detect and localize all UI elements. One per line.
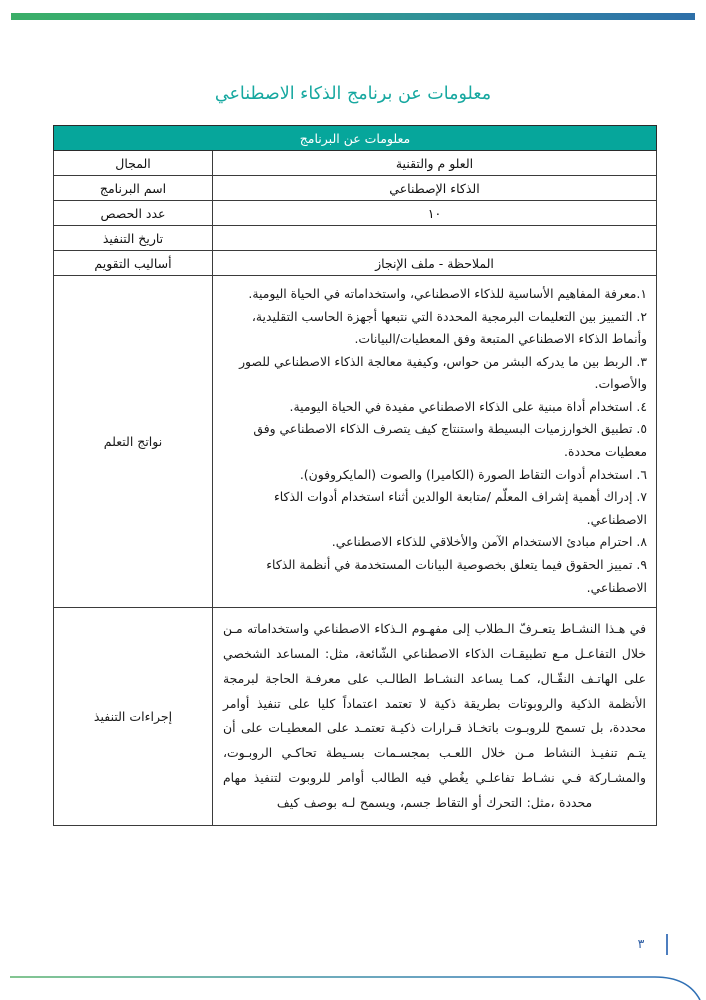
table-row	[54, 226, 657, 251]
program-information-table	[53, 125, 657, 826]
page-number-divider	[666, 934, 668, 955]
page-number: ٣	[637, 936, 645, 951]
outcome-item: ٣. الربط بين ما يدركه البشر من حواس، وكيفية معالجة الذكاء الاصطناعي للصور والأصوات.	[239, 353, 647, 392]
implementation-procedures-text-cell	[213, 608, 657, 826]
outcome-item: ٢. التمييز بين التعليمات البرمجية المحددة التي نتبعها أجهزة الحاسب التقليدية، وأنماط الذكاء الاصطناعي المتبعة وفق المعطيات/البيانات.	[251, 308, 647, 347]
outcome-item: ٨. احترام مبادئ الاستخدام الآمن والأخلاقي للذكاء الاصطناعي.	[331, 534, 647, 550]
outcome-item: ١.معرفة المفاهيم الأساسية للذكاء الاصطناعي، واستخداماته في الحياة اليومية.	[248, 286, 647, 301]
field-label-implementation-procedures: إجراءات التنفيذ	[54, 608, 213, 826]
field-label-session-count: عدد الحصص	[54, 201, 213, 226]
outcome-item: ٧. إدراك أهمية إشراف المعلّم /متابعة الوالدين أثناء استخدام أدوات الذكاء الاصطناعي.	[273, 489, 647, 527]
table-row	[54, 176, 657, 201]
field-label-program-name: اسم البرنامج	[54, 176, 213, 201]
field-value-domain: العلو م والتقنية	[213, 151, 657, 176]
bottom-gradient-curve	[0, 955, 706, 1000]
learning-outcomes-list	[213, 276, 657, 608]
table-header-row	[54, 126, 657, 151]
page-title: معلومات عن برنامج الذكاء الاصطناعي	[214, 84, 492, 104]
outcome-item: ٥. تطبيق الخوارزميات البسيطة واستنتاج كيف يتصرف الذكاء الاصطناعي وفق معطيات محددة.	[253, 421, 647, 460]
table-row	[54, 201, 657, 226]
implementation-procedures-paragraph: في هـذا النشـاط يتعـرفّ الـطلاب إلى مفهـوم الـذكاء الاصطناعي واستخداماته مـن خلال التفاعـل مـع تطبيقـات الذكاء الاصطناعي الشّائعة، مثل: المساعد الشخصي على الهاتـف النقّـال، كمـا يساعد النشـاط الطالـب على معرفـة الحاجة لبرمجة الأنظمة الذكية والروبوتات بطريقة ذكية لا تعتمد اعتماداً كليا على تنفيذ أوامر محددة، بل تسمح للروبـوت باتخـاذ قـرارات ذكيـة تعتمـد على المعطيـات على أن يتـم تنفيـذ النشاط مـن خلال اللعـب بمجسـمات بسـيطة تحاكـي الروبـوت، والمشـاركة فـي نشـاط تفاعلـي يغُطي فيه الطالب أوامر للروبوت لتنفيذ مهام محددة ،مثل: التحرك أو التقاط جسم، ويسمح لـه بوصف كيف	[222, 621, 646, 810]
field-value-execution-date	[213, 226, 657, 251]
field-value-assessment-methods: الملاحظة - ملف الإنجاز	[213, 251, 657, 276]
outcome-item: ٩. تمييز الحقوق فيما يتعلق بخصوصية البيانات المستخدمة في أنظمة الذكاء الاصطناعي.	[266, 556, 647, 595]
top-decorative-bar	[11, 13, 695, 20]
outcome-item: ٦. استخدام أدوات التقاط الصورة (الكاميرا) والصوت (المايكروفون).	[299, 466, 647, 482]
field-label-assessment-methods: أساليب التقويم	[54, 251, 213, 276]
outcome-item: ٤. استخدام أداة مبنية على الذكاء الاصطناعي مفيدة في الحياة اليومية.	[289, 398, 647, 414]
field-label-execution-date: تاريخ التنفيذ	[54, 226, 213, 251]
field-label-domain: المجال	[54, 151, 213, 176]
table-header-title: معلومات عن البرنامج	[54, 126, 657, 151]
table-row-outcomes	[54, 276, 657, 608]
bottom-decorative-bar	[0, 955, 706, 1000]
field-label-learning-outcomes: نواتج التعلم	[54, 276, 213, 608]
field-value-session-count: ١٠	[213, 201, 657, 226]
table-row	[54, 251, 657, 276]
table-row	[54, 151, 657, 176]
top-gradient-stripe	[11, 13, 695, 20]
field-value-program-name: الذكاء الإصطناعي	[213, 176, 657, 201]
table-row-procedures	[54, 608, 657, 826]
